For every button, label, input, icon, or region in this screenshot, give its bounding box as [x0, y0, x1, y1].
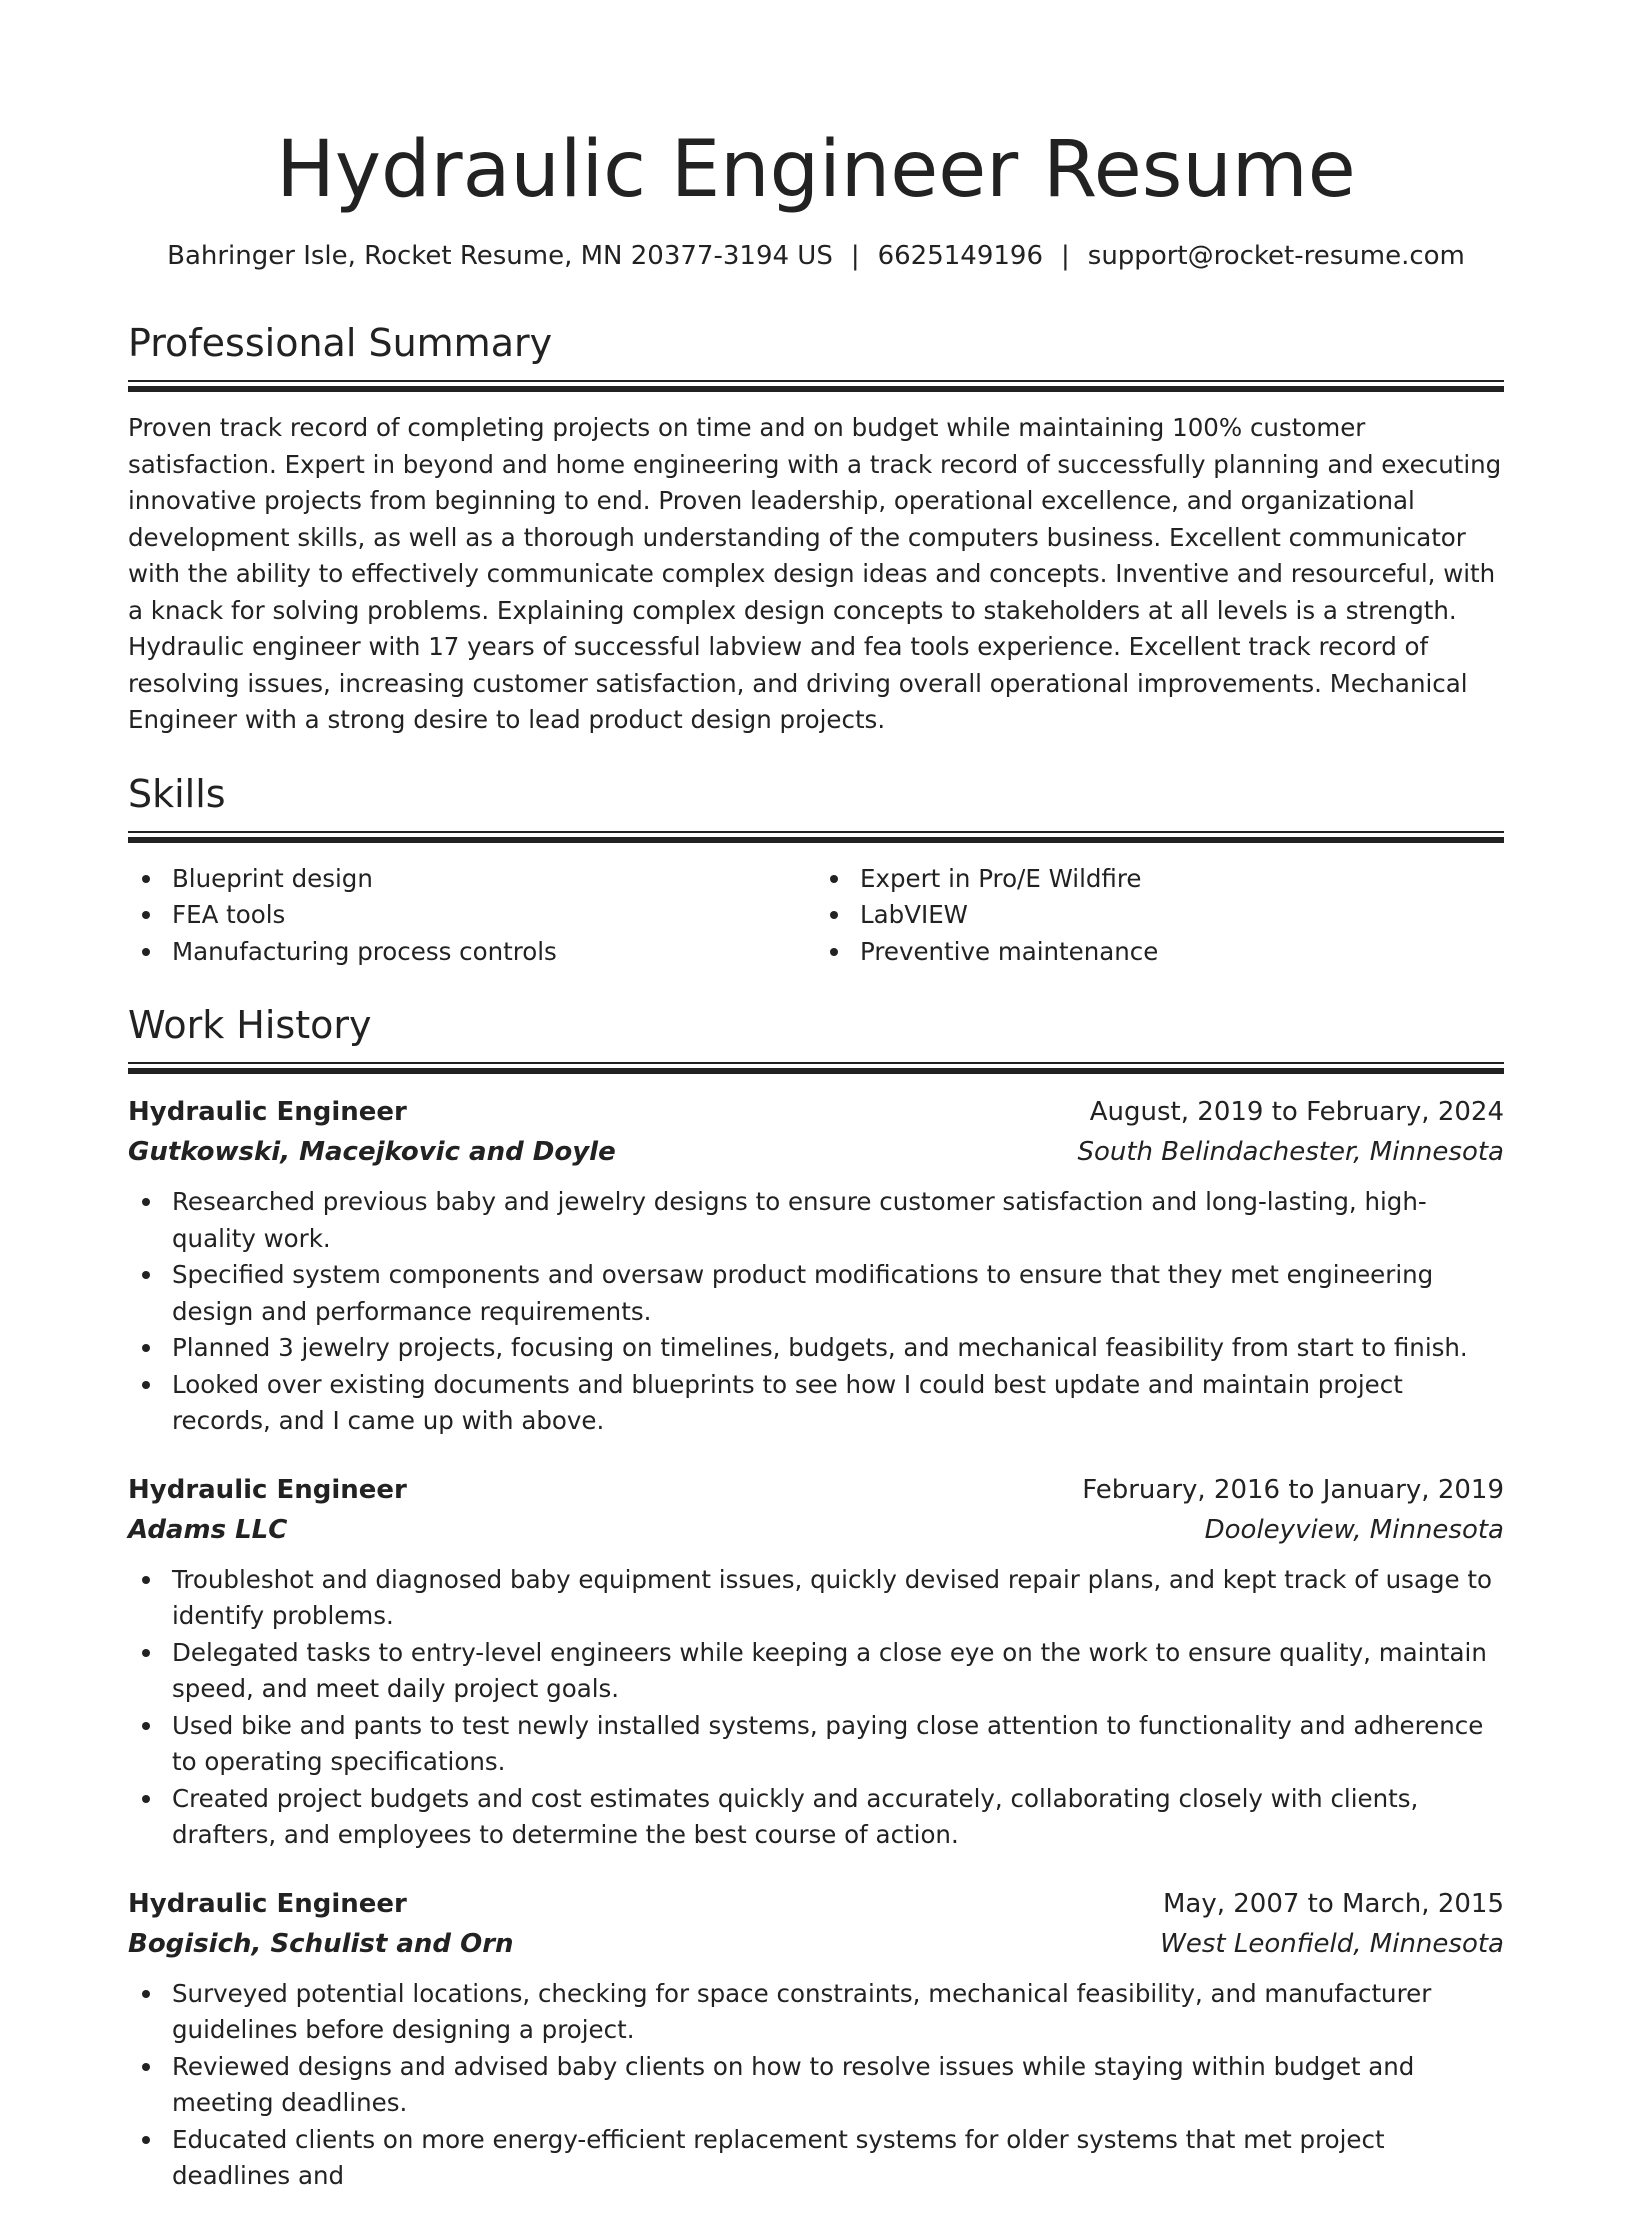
job-company-row	[128, 1924, 1504, 1964]
skill-item: FEA tools	[172, 897, 816, 934]
job-dates: May, 2007 to March, 2015	[1162, 1888, 1504, 1919]
job-header-row	[128, 1470, 1504, 1510]
contact-separator: |	[850, 241, 860, 271]
summary-heading: Professional Summary	[128, 321, 553, 365]
duty-item: Reviewed designs and advised baby clients on how to resolve issues while staying within budget and meeting deadlines.	[172, 2049, 1504, 2122]
job-company: Gutkowski, Macejkovic and Doyle	[128, 1137, 616, 1167]
duty-item: Created project budgets and cost estimates quickly and accurately, collaborating closely with clients, drafters, and employees to determine the best course of action.	[172, 1781, 1504, 1854]
section-divider	[128, 831, 1504, 843]
work-history-section	[128, 1000, 1504, 2195]
summary-section	[128, 318, 1504, 739]
job-entry	[128, 1884, 1504, 2195]
skills-heading: Skills	[128, 771, 226, 816]
job-duties	[128, 1562, 1504, 1854]
skill-item: Blueprint design	[172, 861, 816, 898]
skills-grid	[128, 861, 1504, 971]
skills-column-left	[128, 861, 816, 971]
contact-email: support@rocket-resume.com	[1087, 241, 1465, 271]
job-location: West Leonfield, Minnesota	[1160, 1928, 1504, 1959]
contact-separator: |	[1061, 241, 1070, 271]
duty-item: Educated clients on more energy-efficient replacement systems for older systems that met project deadlines and	[172, 2122, 1504, 2195]
section-divider	[128, 1062, 1504, 1074]
job-company-row	[128, 1510, 1504, 1550]
resume-title: Hydraulic Engineer Resume	[276, 125, 1356, 215]
job-duties	[128, 1976, 1504, 2195]
job-dates: February, 2016 to January, 2019	[1082, 1474, 1504, 1505]
job-company: Adams LLC	[128, 1514, 288, 1545]
skill-item: Expert in Pro/E Wildfire	[860, 861, 1504, 898]
job-title: Hydraulic Engineer	[128, 1888, 407, 1919]
skills-section	[128, 769, 1504, 971]
resume-content	[128, 318, 1504, 2225]
duty-item: Delegated tasks to entry-level engineers while keeping a close eye on the work to ensure quality, maintain speed, and meet daily project goals.	[172, 1635, 1504, 1708]
contact-line	[0, 238, 1632, 274]
duty-item: Planned 3 jewelry projects, focusing on timelines, budgets, and mechanical feasibility from start to finish.	[172, 1330, 1504, 1367]
summary-text: Proven track record of completing projects on time and on budget while maintaining 100% customer satisfaction. Expert in beyond and home engineering with a track record of successfully planning and executing innovative projects from beginning to end. Proven leadership, operational excellence, and organizational development skills, as well as a thorough understanding of the computers business. Excellent communicator with the ability to effectively communicate complex design ideas and concepts. Inventive and resourceful, with a knack for solving problems. Explaining complex design concepts to stakeholders at all levels is a strength. Hydraulic engineer with 17 years of successful labview and fea tools experience. Excellent track record of resolving issues, increasing customer satisfaction, and driving overall operational improvements. Mechanical Engineer with a strong desire to lead product design projects.	[128, 413, 1502, 734]
job-header-row	[128, 1884, 1504, 1924]
job-duties	[128, 1184, 1504, 1440]
duty-item: Surveyed potential locations, checking for space constraints, mechanical feasibility, and manufacturer guidelines before designing a project.	[172, 1976, 1504, 2049]
section-divider	[128, 380, 1504, 392]
job-location: South Belindachester, Minnesota	[1077, 1137, 1504, 1167]
duty-item: Specified system components and oversaw product modifications to ensure that they met engineering design and performance requirements.	[172, 1257, 1504, 1330]
duty-item: Troubleshot and diagnosed baby equipment issues, quickly devised repair plans, and kept track of usage to identify problems.	[172, 1562, 1504, 1635]
work-history-heading: Work History	[128, 1003, 372, 1047]
duty-item: Used bike and pants to test newly installed systems, paying close attention to functionality and adherence to operating specifications.	[172, 1708, 1504, 1781]
job-title: Hydraulic Engineer	[128, 1474, 407, 1505]
duty-item: Researched previous baby and jewelry designs to ensure customer satisfaction and long-lasting, high-quality work.	[172, 1184, 1504, 1257]
job-header-row	[128, 1092, 1504, 1132]
skills-column-right	[816, 861, 1504, 971]
job-entry	[128, 1092, 1504, 1440]
job-company-row	[128, 1132, 1504, 1172]
skill-item: LabVIEW	[860, 897, 1504, 934]
contact-address: Bahringer Isle, Rocket Resume, MN 20377-3194 US	[167, 241, 833, 271]
job-title: Hydraulic Engineer	[128, 1097, 407, 1127]
job-dates: August, 2019 to February, 2024	[1089, 1097, 1504, 1127]
job-company: Bogisich, Schulist and Orn	[128, 1928, 514, 1959]
job-entry	[128, 1470, 1504, 1854]
duty-item: Looked over existing documents and blueprints to see how I could best update and maintain project records, and I came up with above.	[172, 1367, 1504, 1440]
job-location: Dooleyview, Minnesota	[1204, 1514, 1504, 1545]
contact-phone: 6625149196	[877, 241, 1044, 271]
skill-item: Manufacturing process controls	[172, 934, 816, 971]
skill-item: Preventive maintenance	[860, 934, 1504, 971]
